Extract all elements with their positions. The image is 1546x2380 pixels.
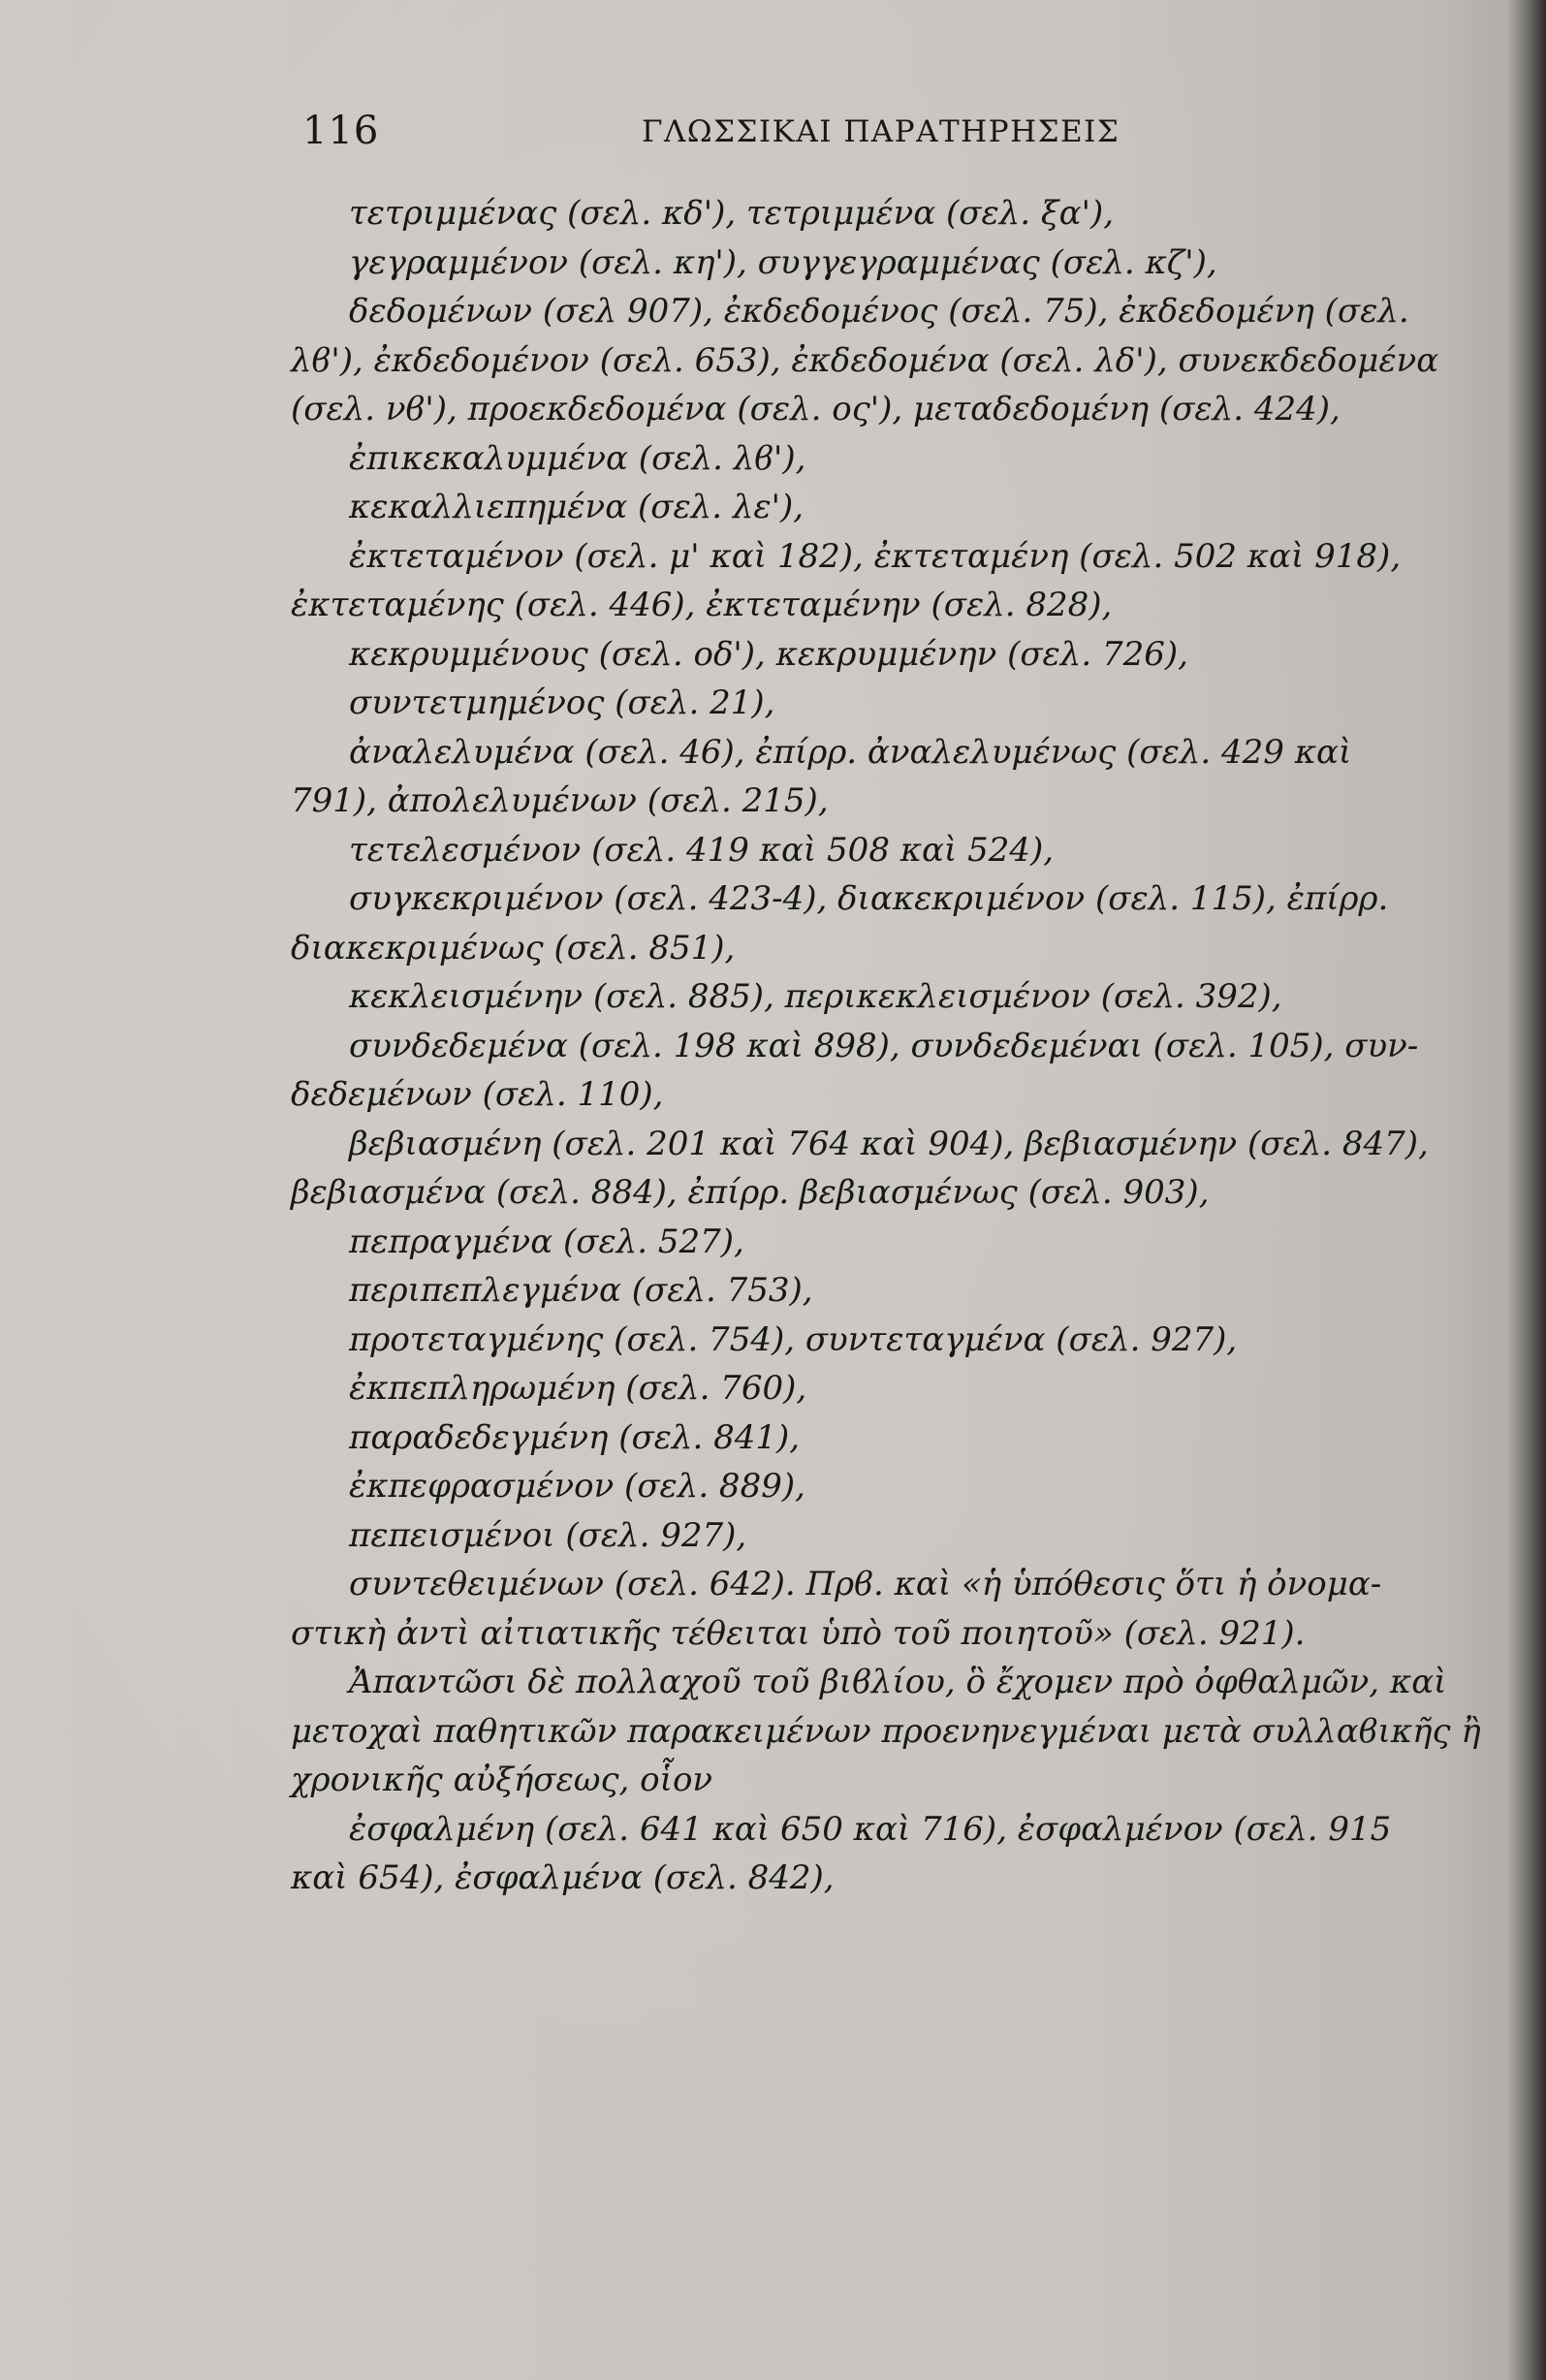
- text-line: Ἀπαντῶσι δὲ πολλαχοῦ τοῦ βιϐλίου, ὃ ἔχομεν πρὸ ὀφθαλμῶν, καὶ: [349, 1663, 1447, 1701]
- text-line: δεδομένων (σελ 907), ἐκδεδομένος (σελ. 75), ἐκδεδομένη (σελ.: [349, 292, 1409, 331]
- text-line: λϐ'), ἐκδεδομένον (σελ. 653), ἐκδεδομένα (σελ. λδ'), συνεκδεδομένα: [291, 340, 1439, 380]
- text-line: διακεκριμένως (σελ. 851),: [291, 928, 736, 968]
- binding-shadow: [1507, 0, 1546, 2380]
- text-line: ἐσφαλμένη (σελ. 641 καὶ 650 καὶ 716), ἐσφαλμένον (σελ. 915: [349, 1809, 1392, 1849]
- text-line: (σελ. νϐ'), προεκδεδομένα (σελ. ος'), μεταδεδομένη (σελ. 424),: [291, 390, 1341, 428]
- text-line: μετοχαὶ παθητικῶν παρακειμένων προενηνεγμέναι μετὰ συλλαϐικῆς ἢ: [291, 1711, 1481, 1751]
- text-line: περιπεπλεγμένα (σελ. 753),: [349, 1271, 813, 1310]
- text-line: συντεθειμένων (σελ. 642). Πρϐ. καὶ «ἡ ὑπόθεσις ὅτι ἡ ὀνομα-: [349, 1565, 1382, 1603]
- running-title: ΓΛΩΣΣΙΚΑΙ ΠΑΡΑΤΗΡΗΣΕΙΣ: [642, 114, 1120, 149]
- text-line: πεπεισμένοι (σελ. 927),: [349, 1515, 747, 1555]
- text-line: δεδεμένων (σελ. 110),: [291, 1075, 664, 1114]
- text-line: κεκαλλιεπημένα (σελ. λε'),: [349, 488, 805, 526]
- text-line: ἐκπεφρασμένον (σελ. 889),: [349, 1467, 805, 1506]
- text-line: χρονικῆς αὐξήσεως, οἷον: [291, 1761, 713, 1799]
- text-line: συντετμημένος (σελ. 21),: [349, 683, 775, 722]
- text-line: ἐκπεπληρωμένη (σελ. 760),: [349, 1369, 807, 1408]
- text-line: ἐκτεταμένον (σελ. μ' καὶ 182), ἐκτεταμένη (σελ. 502 καὶ 918),: [349, 536, 1402, 576]
- page-number: 116: [302, 109, 380, 153]
- text-line: συνδεδεμένα (σελ. 198 καὶ 898), συνδεδεμέναι (σελ. 105), συν-: [349, 1026, 1419, 1065]
- text-line: τετελεσμένον (σελ. 419 καὶ 508 καὶ 524),: [349, 830, 1055, 870]
- text-line: γεγραμμένον (σελ. κη'), συγγεγραμμένας (σελ. κζ'),: [349, 242, 1217, 282]
- text-line: ἀναλελυμένα (σελ. 46), ἐπίρρ. ἀναλελυμένως (σελ. 429 καὶ: [349, 732, 1352, 772]
- text-line: κεκρυμμένους (σελ. οδ'), κεκρυμμένην (σελ. 726),: [349, 634, 1188, 674]
- text-line: παραδεδεγμένη (σελ. 841),: [349, 1417, 801, 1457]
- text-line: πεπραγμένα (σελ. 527),: [349, 1222, 744, 1261]
- text-line: καὶ 654), ἐσφαλμένα (σελ. 842),: [291, 1858, 835, 1897]
- text-line: ἐκτεταμένης (σελ. 446), ἐκτεταμένην (σελ. 828),: [291, 586, 1113, 624]
- text-line: στικὴ ἀντὶ αἰτιατικῆς τέθειται ὑπὸ τοῦ ποιητοῦ» (σελ. 921).: [291, 1613, 1306, 1653]
- text-line: συγκεκριμένον (σελ. 423-4), διακεκριμένον (σελ. 115), ἐπίρρ.: [349, 879, 1389, 918]
- text-line: προτεταγμένης (σελ. 754), συντεταγμένα (σελ. 927),: [349, 1319, 1238, 1359]
- text-line: τετριμμένας (σελ. κδ'), τετριμμένα (σελ. ξα'),: [349, 194, 1115, 233]
- running-head: [302, 109, 1446, 157]
- text-line: κεκλεισμένην (σελ. 885), περικεκλεισμένον (σελ. 392),: [349, 977, 1282, 1016]
- text-line: βεβιασμένη (σελ. 201 καὶ 764 καὶ 904), βεβιασμένην (σελ. 847),: [349, 1124, 1429, 1163]
- text-line: ἐπικεκαλυμμένα (σελ. λϐ'),: [349, 438, 806, 478]
- text-line: βεβιασμένα (σελ. 884), ἐπίρρ. βεβιασμένως (σελ. 903),: [291, 1173, 1210, 1212]
- text-line: 791), ἀπολελυμένων (σελ. 215),: [291, 781, 829, 820]
- text-body: [291, 189, 1481, 1903]
